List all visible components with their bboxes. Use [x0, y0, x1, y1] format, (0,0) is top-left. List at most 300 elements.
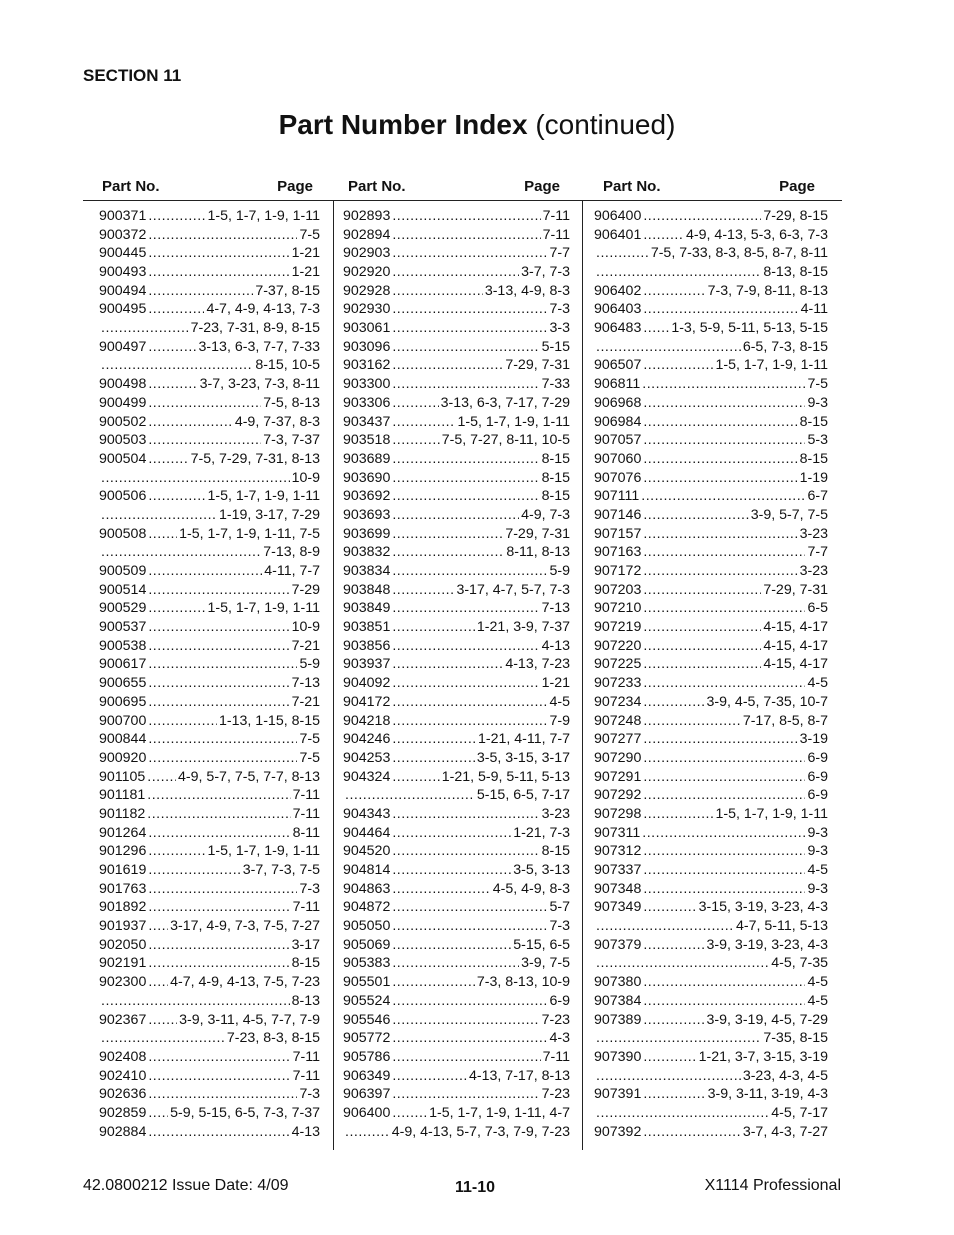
part-number: 900502	[99, 413, 147, 430]
dot-leader	[392, 450, 539, 469]
page-references: 3-23	[799, 525, 828, 542]
dot-leader	[392, 431, 439, 450]
index-entry	[343, 1085, 570, 1104]
header-rule	[83, 200, 842, 201]
dot-leader	[101, 506, 217, 525]
page-references: 1-21	[291, 245, 320, 262]
page-references: 3-9, 4-5, 7-35, 10-7	[706, 693, 828, 710]
page-references: 7-3, 8-13, 10-9	[476, 974, 570, 991]
index-entry	[594, 805, 828, 824]
page-references: 3-7, 7-3	[521, 264, 570, 281]
part-number: 904872	[343, 899, 391, 916]
page-references: 8-15	[799, 450, 828, 467]
dot-leader	[148, 263, 289, 282]
part-number: 907057	[594, 432, 642, 449]
page-references: 4-9, 7-37, 8-3	[234, 413, 320, 430]
page-references: 7-5	[807, 376, 828, 393]
dot-leader	[392, 805, 539, 824]
part-number: 903518	[343, 432, 391, 449]
index-entry	[99, 824, 320, 843]
page-references: 4-15, 4-17	[763, 637, 828, 654]
page-references: 4-5	[807, 992, 828, 1009]
index-entry	[343, 1048, 570, 1067]
part-number: 907311	[594, 824, 641, 841]
part-number: 902408	[99, 1048, 147, 1065]
page-references: 1-5, 1-7, 1-9, 1-11	[457, 413, 570, 430]
dot-leader	[392, 581, 454, 600]
part-number: 907076	[594, 469, 642, 486]
index-entry	[343, 992, 570, 1011]
index-entry	[343, 375, 570, 394]
index-entry	[594, 880, 828, 899]
title-suffix: (continued)	[535, 109, 676, 140]
column-header	[603, 178, 815, 198]
page-references: 1-19	[799, 469, 828, 486]
index-entry	[343, 506, 570, 525]
dot-leader	[392, 263, 519, 282]
part-number: 904092	[343, 675, 391, 692]
page-references: 5-9	[549, 563, 570, 580]
part-number: 905546	[343, 1011, 391, 1028]
index-entry	[99, 375, 320, 394]
part-no-header: Part No.	[102, 178, 160, 195]
page-references: 7-3	[299, 1086, 320, 1103]
index-entry	[594, 226, 828, 245]
page-references: 7-13	[291, 675, 320, 692]
index-entry	[99, 431, 320, 450]
part-number: 907060	[594, 450, 642, 467]
page-references: 10-9	[291, 469, 320, 486]
part-number: 907111	[594, 488, 640, 505]
index-entry	[343, 581, 570, 600]
column-divider	[333, 200, 334, 1150]
index-entry	[99, 244, 320, 263]
part-number: 902893	[343, 207, 391, 224]
part-number: 905786	[343, 1048, 391, 1065]
page-references: 7-11	[292, 1067, 320, 1084]
page-references: 7-21	[291, 693, 320, 710]
page-references: 3-9, 7-5	[521, 955, 570, 972]
dot-leader	[392, 226, 540, 245]
part-number: 906397	[343, 1086, 391, 1103]
part-number: 906400	[343, 1104, 391, 1121]
dot-leader	[392, 375, 539, 394]
index-entry	[594, 431, 828, 450]
page-references: 3-9, 3-11, 4-5, 7-7, 7-9	[179, 1011, 320, 1028]
part-number: 902410	[99, 1067, 147, 1084]
index-entry	[99, 1104, 320, 1123]
dot-leader	[392, 525, 503, 544]
dot-leader	[392, 469, 539, 488]
dot-leader	[148, 375, 197, 394]
dot-leader	[147, 786, 290, 805]
dot-leader	[643, 282, 705, 301]
page-references: 4-5	[807, 974, 828, 991]
page-references: 7-13	[541, 600, 570, 617]
dot-leader	[643, 805, 713, 824]
dot-leader	[643, 543, 805, 562]
index-entry	[594, 786, 828, 805]
dot-leader	[148, 898, 290, 917]
page-references: 7-3	[549, 301, 570, 318]
index-entry	[594, 824, 828, 843]
column-divider	[582, 200, 583, 1150]
page-references: 4-5	[807, 862, 828, 879]
page-references: 1-21, 4-11, 7-7	[477, 731, 570, 748]
dot-leader	[392, 244, 547, 263]
dot-leader	[392, 992, 547, 1011]
dot-leader	[148, 973, 168, 992]
index-entry	[343, 1029, 570, 1048]
page-references: 7-3, 7-37	[263, 432, 320, 449]
dot-leader	[148, 955, 289, 974]
index-entry	[594, 375, 828, 394]
part-number: 907291	[594, 768, 642, 785]
index-entry	[99, 506, 320, 525]
index-entry	[99, 207, 320, 226]
dot-leader	[101, 469, 290, 488]
part-number: 903437	[343, 413, 391, 430]
page-references: 3-23	[541, 805, 570, 822]
index-entry	[343, 300, 570, 319]
index-entry	[594, 1085, 828, 1104]
dot-leader	[148, 431, 261, 450]
page-title	[0, 109, 954, 141]
part-number: 904464	[343, 824, 391, 841]
index-entry	[99, 1123, 320, 1142]
dot-leader	[643, 450, 797, 469]
dot-leader	[392, 207, 540, 226]
index-entry	[343, 637, 570, 656]
part-number: 906984	[594, 413, 642, 430]
page-references: 4-9, 5-7, 7-5, 7-7, 8-13	[178, 768, 320, 785]
part-number: 907379	[594, 936, 642, 953]
index-entry	[343, 955, 570, 974]
index-entry	[343, 786, 570, 805]
dot-leader	[392, 712, 547, 731]
part-number: 907312	[594, 843, 642, 860]
part-number: 902859	[99, 1104, 147, 1121]
index-entry	[99, 618, 320, 637]
page-references: 5-15, 6-5, 7-17	[476, 787, 570, 804]
index-entry	[99, 936, 320, 955]
part-number: 906401	[594, 226, 642, 243]
index-entry	[343, 1123, 570, 1142]
index-entry	[99, 1011, 320, 1030]
part-number: 900493	[99, 264, 147, 281]
part-number: 900655	[99, 675, 147, 692]
dot-leader	[148, 1123, 289, 1142]
part-number: 907234	[594, 693, 642, 710]
page-references: 7-33	[541, 376, 570, 393]
part-number: 900498	[99, 376, 147, 393]
part-number: 907337	[594, 862, 642, 879]
page-references: 4-5, 7-17	[771, 1104, 828, 1121]
index-entry	[343, 487, 570, 506]
dot-leader	[643, 1085, 705, 1104]
page-references: 3-17, 4-9, 7-3, 7-5, 7-27	[170, 918, 320, 935]
page-references: 6-9	[807, 787, 828, 804]
dot-leader	[392, 1085, 539, 1104]
index-entry	[594, 955, 828, 974]
dot-leader	[643, 413, 797, 432]
page-references: 8-15, 10-5	[255, 357, 320, 374]
index-entry	[99, 992, 320, 1011]
page-references: 6-5, 7-3, 8-15	[742, 338, 828, 355]
page-number: 11-10	[455, 1179, 496, 1196]
page-references: 5-15, 6-5	[513, 936, 570, 953]
page-references: 4-3	[549, 1030, 570, 1047]
dot-leader	[147, 805, 290, 824]
dot-leader	[643, 226, 684, 245]
page-references: 7-13, 8-9	[263, 544, 320, 561]
dot-leader	[643, 1011, 704, 1030]
page-references: 7-11	[292, 899, 320, 916]
part-number: 907210	[594, 600, 642, 617]
index-entry	[594, 730, 828, 749]
index-entry	[99, 413, 320, 432]
page-references: 4-13, 7-17, 8-13	[469, 1067, 570, 1084]
document-number: 42.0800212 Issue Date: 4/09	[83, 1177, 289, 1194]
page-references: 4-5, 4-9, 8-3	[492, 880, 570, 897]
dot-leader	[148, 861, 240, 880]
part-number: 902367	[99, 1011, 147, 1028]
part-number: 903690	[343, 469, 391, 486]
part-number: 903162	[343, 357, 391, 374]
dot-leader	[643, 712, 740, 731]
index-entry	[343, 730, 570, 749]
index-entry	[99, 263, 320, 282]
page-references: 7-5	[299, 226, 320, 243]
index-entry	[594, 394, 828, 413]
page-references: 8-13	[291, 992, 320, 1009]
index-entry	[594, 1123, 828, 1142]
index-entry	[343, 1067, 570, 1086]
index-entry	[99, 805, 320, 824]
page-references: 9-3	[807, 880, 828, 897]
dot-leader	[392, 1104, 427, 1123]
index-entry	[99, 338, 320, 357]
page-references: 4-11	[800, 301, 828, 318]
part-number: 904324	[343, 768, 391, 785]
part-number: 901181	[99, 787, 146, 804]
index-entry	[594, 936, 828, 955]
dot-leader	[643, 599, 805, 618]
section-label: SECTION 11	[83, 66, 182, 85]
index-entry	[99, 562, 320, 581]
dot-leader	[392, 973, 475, 992]
index-entry	[343, 861, 570, 880]
part-number: 907233	[594, 675, 642, 692]
dot-leader	[148, 936, 289, 955]
dot-leader	[392, 300, 547, 319]
index-entry	[343, 525, 570, 544]
dot-leader	[392, 917, 547, 936]
part-no-header: Part No.	[348, 178, 406, 195]
index-entry	[343, 469, 570, 488]
dot-leader	[148, 824, 290, 843]
page-header: Page	[277, 178, 313, 195]
dot-leader	[148, 1011, 177, 1030]
page-references: 3-9, 3-11, 3-19, 4-3	[707, 1086, 828, 1103]
part-number: 907349	[594, 899, 642, 916]
part-number: 903689	[343, 450, 391, 467]
index-rows	[594, 207, 828, 1141]
page-references: 7-11	[542, 1048, 570, 1065]
page-references: 3-13, 6-3, 7-7, 7-33	[198, 338, 320, 355]
part-number: 902928	[343, 282, 391, 299]
dot-leader	[392, 506, 519, 525]
index-entry	[343, 898, 570, 917]
dot-leader	[643, 842, 805, 861]
dot-leader	[392, 824, 511, 843]
dot-leader	[596, 1029, 761, 1048]
part-number: 902636	[99, 1086, 147, 1103]
page-references: 4-7, 4-9, 4-13, 7-5, 7-23	[170, 974, 320, 991]
part-number: 900695	[99, 693, 147, 710]
dot-leader	[392, 1011, 539, 1030]
page-references: 6-9	[807, 768, 828, 785]
page-references: 5-3	[807, 432, 828, 449]
page-references: 7-5	[299, 731, 320, 748]
dot-leader	[148, 226, 297, 245]
part-number: 907225	[594, 656, 642, 673]
index-entry	[99, 880, 320, 899]
page-references: 7-11	[292, 787, 320, 804]
dot-leader	[148, 693, 289, 712]
index-entry	[99, 357, 320, 376]
page-references: 7-7	[549, 245, 570, 262]
dot-leader	[345, 786, 475, 805]
dot-leader	[148, 338, 196, 357]
part-number: 907290	[594, 749, 642, 766]
index-entry	[99, 842, 320, 861]
index-entry	[343, 917, 570, 936]
page-references: 3-23, 4-3, 4-5	[742, 1067, 828, 1084]
page-references: 1-21	[291, 264, 320, 281]
part-number: 904863	[343, 880, 391, 897]
page-references: 8-15	[541, 488, 570, 505]
dot-leader	[643, 936, 704, 955]
index-entry	[343, 1011, 570, 1030]
index-entry	[594, 1011, 828, 1030]
index-entry	[594, 506, 828, 525]
part-number: 907380	[594, 974, 642, 991]
dot-leader	[596, 263, 761, 282]
index-entry	[99, 282, 320, 301]
part-number: 906968	[594, 394, 642, 411]
part-number: 903832	[343, 544, 391, 561]
page-references: 4-5	[549, 693, 570, 710]
page-references: 7-37, 8-15	[255, 282, 320, 299]
part-number: 903848	[343, 581, 391, 598]
page-references: 7-7	[807, 544, 828, 561]
part-number: 904520	[343, 843, 391, 860]
part-number: 907203	[594, 581, 642, 598]
part-number: 900844	[99, 731, 147, 748]
index-entry	[594, 656, 828, 675]
dot-leader	[392, 599, 539, 618]
dot-leader	[101, 543, 261, 562]
index-entry	[343, 1104, 570, 1123]
dot-leader	[392, 955, 519, 974]
page-references: 7-35, 8-15	[763, 1030, 828, 1047]
dot-leader	[148, 1067, 290, 1086]
index-entry	[99, 450, 320, 469]
dot-leader	[643, 319, 669, 338]
index-entry	[594, 674, 828, 693]
index-entry	[594, 487, 828, 506]
dot-leader	[642, 375, 805, 394]
index-entry	[99, 955, 320, 974]
dot-leader	[392, 749, 475, 768]
page-references: 3-13, 6-3, 7-17, 7-29	[440, 394, 570, 411]
part-number: 907389	[594, 1011, 642, 1028]
index-entry	[594, 749, 828, 768]
part-number: 905772	[343, 1030, 391, 1047]
dot-leader	[643, 581, 761, 600]
index-entry	[343, 244, 570, 263]
part-number: 900514	[99, 581, 147, 598]
page-references: 1-5, 1-7, 1-9, 1-11, 4-7	[429, 1104, 570, 1121]
part-number: 900529	[99, 600, 147, 617]
part-number: 903851	[343, 619, 391, 636]
index-entry	[594, 842, 828, 861]
dot-leader	[643, 525, 797, 544]
dot-leader	[392, 1048, 540, 1067]
dot-leader	[101, 992, 290, 1011]
index-entry	[99, 786, 320, 805]
index-entry	[99, 469, 320, 488]
part-number: 900503	[99, 432, 147, 449]
index-entry	[343, 394, 570, 413]
part-number: 904246	[343, 731, 391, 748]
dot-leader	[641, 487, 805, 506]
page-references: 7-9	[549, 712, 570, 729]
dot-leader	[392, 1029, 547, 1048]
page-references: 1-21, 5-9, 5-11, 5-13	[441, 768, 570, 785]
dot-leader	[642, 824, 805, 843]
dot-leader	[643, 431, 805, 450]
page-references: 4-15, 4-17	[763, 656, 828, 673]
part-number: 901296	[99, 843, 147, 860]
index-entry	[343, 282, 570, 301]
index-entry	[594, 469, 828, 488]
part-number: 903856	[343, 637, 391, 654]
index-entry	[343, 319, 570, 338]
dot-leader	[148, 618, 289, 637]
page-references: 3-5, 3-15, 3-17	[476, 749, 570, 766]
index-entry	[99, 973, 320, 992]
page-references: 4-13	[541, 637, 570, 654]
part-number: 903692	[343, 488, 391, 505]
dot-leader	[643, 394, 805, 413]
page-references: 7-29, 7-31	[505, 525, 570, 542]
part-number: 905383	[343, 955, 391, 972]
index-entry	[99, 637, 320, 656]
part-number: 901763	[99, 880, 147, 897]
dot-leader	[392, 282, 482, 301]
dot-leader	[643, 618, 761, 637]
page-references: 7-3	[549, 918, 570, 935]
index-entry	[343, 450, 570, 469]
index-entry	[343, 749, 570, 768]
index-entry	[99, 674, 320, 693]
page-references: 7-23, 7-31, 8-9, 8-15	[190, 320, 320, 337]
part-number: 900499	[99, 394, 147, 411]
page-references: 1-3, 5-9, 5-11, 5-13, 5-15	[671, 320, 828, 337]
page-references: 3-9, 5-7, 7-5	[750, 506, 828, 523]
